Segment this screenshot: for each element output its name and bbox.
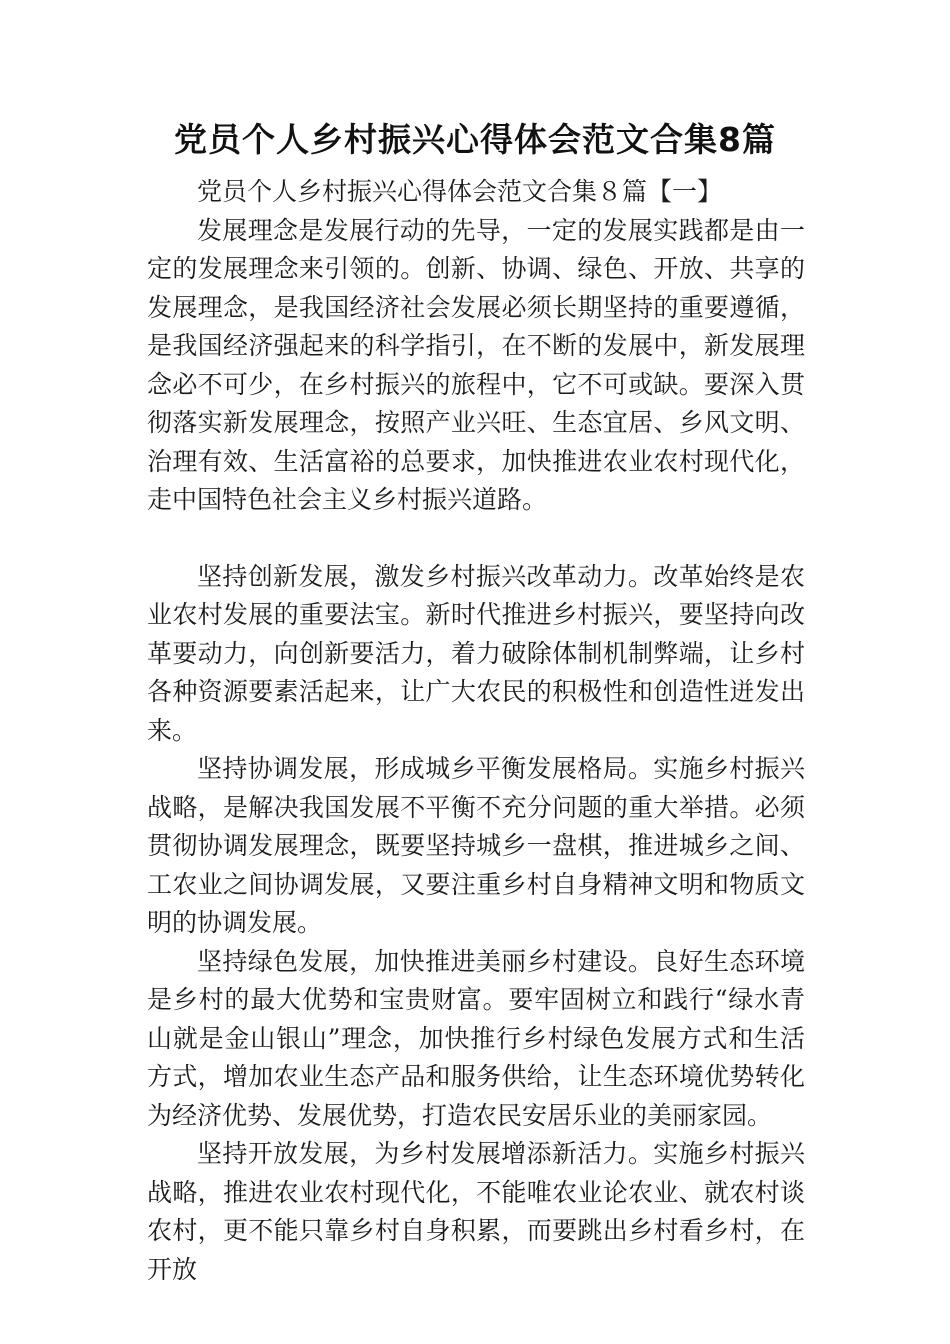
paragraph-4: 坚持绿色发展，加快推进美丽乡村建设。良好生态环境是乡村的最大优势和宝贵财富。要牢固树立和践行“绿水青山就是金山银山”理念，加快推行乡村绿色发展方式和生活方式，增加农业生态产品和服务供给，让生态环境优势转化为经济优势、发展优势，打造农民安居乐业的美丽家园。	[147, 946, 805, 1130]
paragraph-2: 坚持创新发展，激发乡村振兴改革动力。改革始终是农业农村发展的重要法宝。新时代推进乡村振兴，要坚持向改革要动力，向创新要活力，着力破除体制机制弊端，让乡村各种资源要素活起来，让广大农民的积极性和创造性迸发出来。	[147, 561, 805, 745]
paragraph-1: 发展理念是发展行动的先导，一定的发展实践都是由一定的发展理念来引领的。创新、协调、绿色、开放、共享的发展理念，是我国经济社会发展必须长期坚持的重要遵循，是我国经济强起来的科学指引，在不断的发展中，新发展理念必不可少，在乡村振兴的旅程中，它不可或缺。要深入贯彻落实新发展理念，按照产业兴旺、生态宜居、乡风文明、治理有效、生活富裕的总要求，加快推进农业农村现代化，走中国特色社会主义乡村振兴道路。	[147, 215, 805, 514]
paragraph-3: 坚持协调发展，形成城乡平衡发展格局。实施乡村振兴战略，是解决我国发展不平衡不充分问题的重大举措。必须贯彻协调发展理念，既要坚持城乡一盘棋，推进城乡之间、工农业之间协调发展，又要注重乡村自身精神文明和物质文明的协调发展。	[147, 754, 805, 937]
paragraph-5: 坚持开放发展，为乡村发展增添新活力。实施乡村振兴战略，推进农业农村现代化，不能唯农业论农业、就农村谈农村，更不能只靠乡村自身积累，而要跳出乡村看乡村，在开放	[147, 1139, 805, 1284]
document-title: 党员个人乡村振兴心得体会范文合集8篇	[174, 120, 776, 159]
document-body	[147, 173, 805, 1289]
section-subtitle: 党员个人乡村振兴心得体会范文合集８篇【一】	[197, 177, 723, 206]
